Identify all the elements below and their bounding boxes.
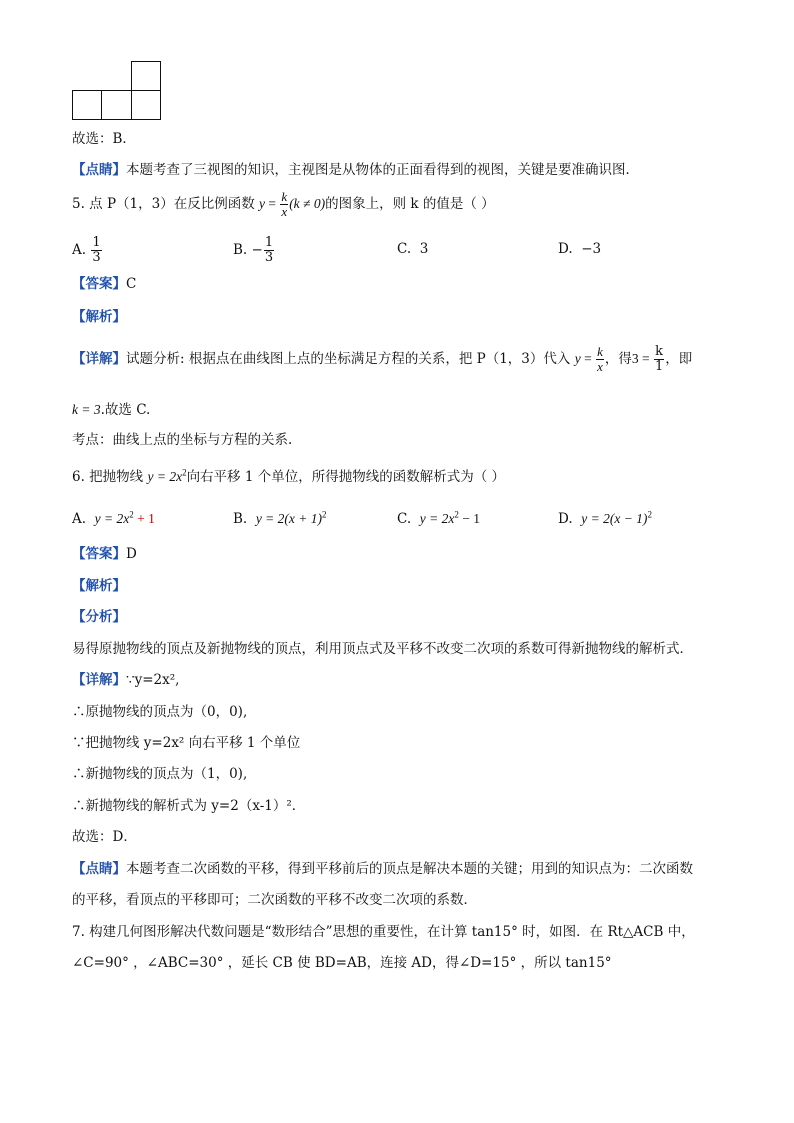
q6-step-1: ∵y=2x², bbox=[126, 672, 180, 688]
q5-eq: = bbox=[265, 196, 280, 211]
q5-d-three: 3 = bbox=[631, 351, 653, 366]
q5-d-fraction2 bbox=[653, 345, 665, 374]
q5-a-den: 3 bbox=[92, 250, 101, 265]
q6-option-d bbox=[558, 509, 652, 527]
q6-detail-line-1 bbox=[72, 674, 179, 688]
q5-option-d bbox=[558, 243, 601, 257]
q5-analysis-tag: 【解析】 bbox=[72, 309, 126, 325]
q5-a-num: 1 bbox=[92, 235, 101, 250]
q5-fraction bbox=[279, 190, 289, 219]
view-square-3 bbox=[131, 90, 161, 120]
q5-detail-text: 试题分析: 根据点在曲线图上点的坐标满足方程的关系，把 P（1，3）代入 bbox=[126, 351, 571, 367]
q6-a-sq: 2 bbox=[129, 509, 134, 520]
q5-kaodian: 考点：曲线上点的坐标与方程的关系. bbox=[72, 432, 293, 448]
q5-stem bbox=[72, 190, 495, 219]
q6-stem-expr bbox=[147, 469, 186, 484]
q6-option-b bbox=[233, 509, 327, 527]
q5-b-den: 3 bbox=[264, 250, 274, 265]
q5-detail-tag: 【详解】 bbox=[72, 351, 126, 367]
q6-analysis-tag: 【解析】 bbox=[72, 578, 126, 594]
q6-stem-sq: 2 bbox=[182, 467, 187, 478]
q5-k-tail: .故选 C. bbox=[100, 402, 151, 418]
q6-fenxi-heading bbox=[72, 611, 126, 625]
q6-d-label: D. bbox=[558, 511, 573, 527]
q6-stem-post: 向右平移 1 个单位，所得抛物线的函数解析式为（ ） bbox=[186, 469, 506, 485]
q5-d-mid: ，得 bbox=[604, 351, 632, 367]
q5-d-eq: = bbox=[580, 351, 596, 366]
q5-stem-pre: 5. 点 P（1，3）在反比例函数 bbox=[72, 196, 255, 212]
q5-answer bbox=[72, 278, 136, 292]
q5-stem-post: 的图象上，则 k 的值是（ ） bbox=[325, 196, 495, 212]
q6-b-expr-text: y = 2(x + 1) bbox=[255, 511, 323, 526]
q5-k-line bbox=[72, 403, 150, 418]
choice-line-prev: 故选：B． bbox=[72, 131, 136, 147]
q6-option-a bbox=[72, 509, 155, 527]
q5-b-num: 1 bbox=[264, 235, 274, 250]
q6-d-sq: 2 bbox=[647, 509, 652, 520]
q7-line-1: 7. 构建几何图形解决代数问题是“数形结合”思想的重要性，在计算 tan15° 时，如图．在 Rt△ACB 中， bbox=[72, 924, 695, 940]
q5-y: y bbox=[259, 196, 266, 211]
q5-cond: (k ≠ 0) bbox=[289, 196, 326, 211]
q5-d-y: y bbox=[574, 351, 581, 366]
q6-answer bbox=[72, 548, 137, 562]
q6-a-label: A. bbox=[72, 511, 87, 527]
q5-d-post: ，即 bbox=[665, 351, 693, 367]
q6-fenxi-tag: 【分析】 bbox=[72, 609, 126, 625]
q5-option-a bbox=[72, 236, 103, 265]
q6-step-2: ∴原抛物线的顶点为（0，0), bbox=[72, 704, 248, 720]
q6-c-expr bbox=[420, 511, 480, 526]
q5-d-num2: k bbox=[655, 344, 664, 359]
dianjing-text: 本题考查了三视图的知识，主视图是从物体的正面看得到的视图，关键是要准确识图． bbox=[126, 162, 639, 178]
dianjing-tag: 【点睛】 bbox=[72, 162, 126, 178]
q6-detail-tag: 【详解】 bbox=[72, 672, 126, 688]
q6-stem-expr-text: y = 2x bbox=[147, 469, 183, 484]
q6-a-expr bbox=[95, 511, 155, 526]
view-square-1 bbox=[72, 90, 102, 120]
q5-d-den: x bbox=[597, 359, 603, 374]
q5-d-den2: 1 bbox=[654, 359, 664, 374]
q6-analysis bbox=[72, 580, 126, 594]
q6-a-expr-text: y = 2x bbox=[94, 511, 130, 526]
view-square-top bbox=[131, 61, 161, 91]
q6-c-sq: 2 bbox=[454, 509, 459, 520]
q5-detail bbox=[72, 345, 692, 374]
q7-line-2: ∠C=90° ，∠ABC=30° ，延长 CB 使 BD=AB，连接 AD，得∠D=15° ，所以 tan15° bbox=[72, 955, 612, 971]
q6-c-expr-text: y = 2x bbox=[419, 511, 455, 526]
q5-b-sign: − bbox=[251, 242, 263, 258]
view-square-2 bbox=[101, 90, 132, 120]
q5-d-label: D. bbox=[558, 241, 573, 257]
q6-step-5: ∴新抛物线的解析式为 y=2（x-1）²． bbox=[72, 798, 306, 814]
q6-step-4: ∴新抛物线的顶点为（1，0), bbox=[72, 766, 248, 782]
q6-answer-value: D bbox=[126, 546, 137, 562]
q6-d-expr-text: y = 2(x − 1) bbox=[581, 511, 648, 526]
q6-answer-tag: 【答案】 bbox=[72, 546, 126, 562]
q6-b-expr bbox=[256, 511, 327, 526]
q5-k-value: k = 3 bbox=[72, 402, 101, 417]
q5-c-label: C. bbox=[397, 241, 412, 257]
q6-c-label: C. bbox=[397, 511, 412, 527]
q6-c-tail: − 1 bbox=[458, 511, 480, 526]
q5-frac-num: k bbox=[281, 189, 288, 204]
q6-dianjing-line-2: 的平移，看顶点的平移即可；二次函数的平移不改变二次项的系数． bbox=[72, 892, 477, 908]
q6-step-6: 故选：D． bbox=[72, 829, 137, 845]
q6-stem-pre: 6. 把抛物线 bbox=[72, 469, 144, 485]
q6-step-3: ∵把抛物线 y=2x² 向右平移 1 个单位 bbox=[72, 735, 301, 751]
q6-a-tail: + 1 bbox=[133, 511, 155, 526]
q5-option-c bbox=[397, 243, 428, 257]
q6-fenxi-text: 易得原抛物线的顶点及新抛物线的顶点，利用顶点式及平移不改变二次项的系数可得新抛物线的解析式． bbox=[72, 641, 693, 657]
q6-b-label: B. bbox=[233, 511, 248, 527]
q5-b-label: B. bbox=[233, 242, 248, 258]
q5-a-label: A. bbox=[72, 242, 87, 258]
q6-dianjing-line-1 bbox=[72, 863, 693, 877]
q6-dianjing-text-1: 本题考查二次函数的平移，得到平移前后的顶点是解决本题的关键；用到的知识点为：二次函数 bbox=[126, 861, 693, 877]
q6-option-c bbox=[397, 509, 480, 527]
q5-answer-value: C bbox=[126, 276, 137, 292]
q5-d-num: k bbox=[597, 344, 603, 359]
q5-d-fraction bbox=[595, 345, 605, 374]
dianjing-prev bbox=[72, 164, 639, 178]
q5-answer-tag: 【答案】 bbox=[72, 276, 126, 292]
q6-stem bbox=[72, 467, 506, 485]
q5-b-fraction bbox=[263, 236, 275, 265]
q6-b-sq: 2 bbox=[322, 509, 327, 520]
q5-a-fraction bbox=[90, 236, 102, 265]
q6-d-expr bbox=[581, 511, 652, 526]
q5-option-b bbox=[233, 236, 275, 265]
q6-dianjing-tag: 【点睛】 bbox=[72, 861, 126, 877]
q5-analysis bbox=[72, 311, 126, 325]
q5-c-text: 3 bbox=[419, 241, 429, 257]
q5-d-text: −3 bbox=[581, 241, 602, 257]
q5-frac-den: x bbox=[281, 204, 288, 219]
